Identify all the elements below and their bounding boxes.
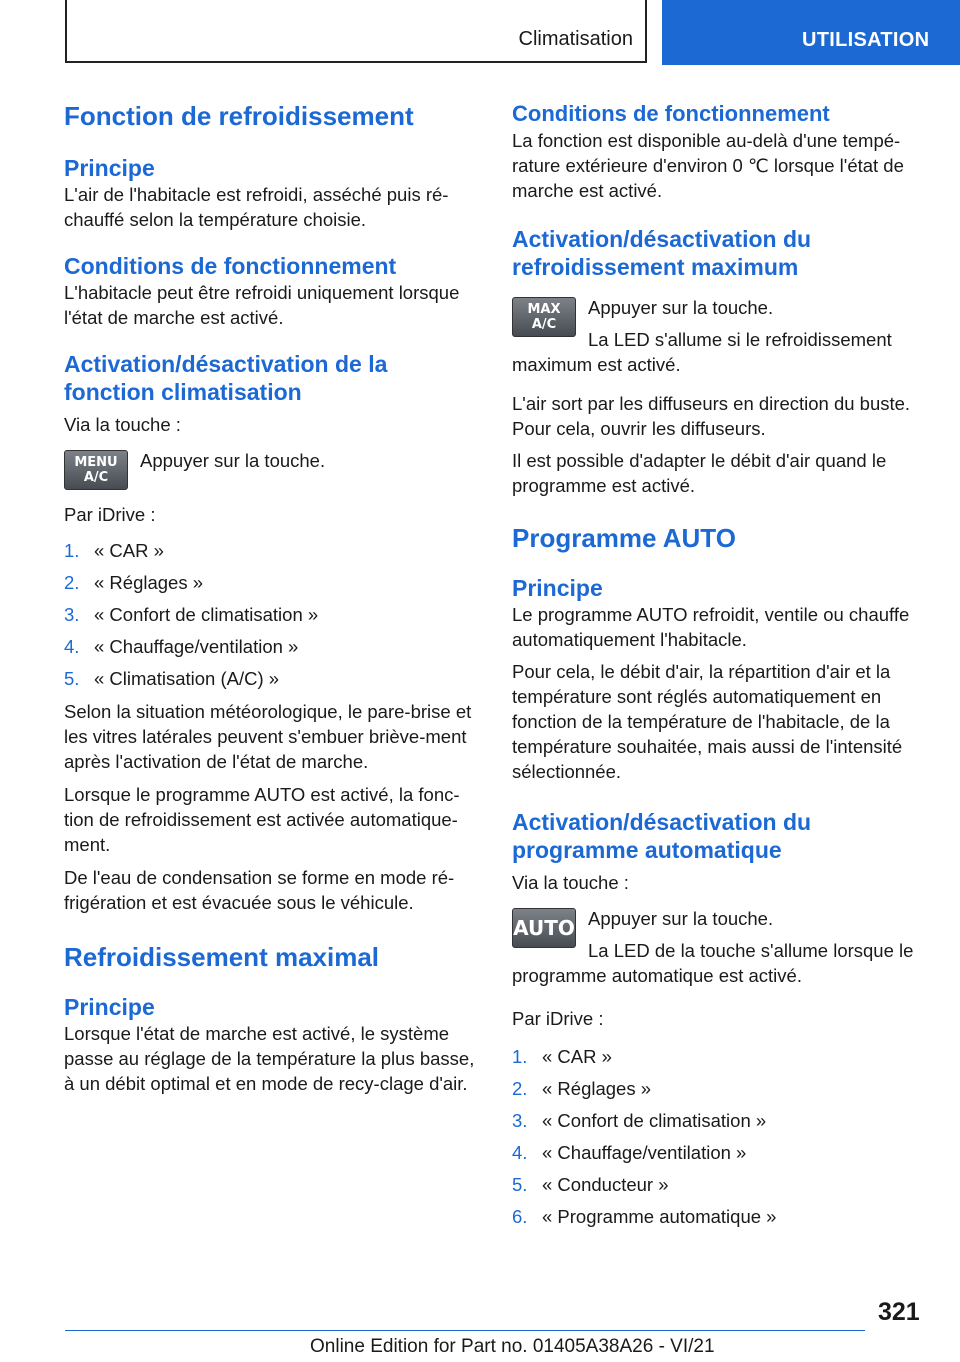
page-number: 321 — [878, 1298, 920, 1326]
list-item — [512, 1108, 930, 1133]
max-ac-line1: MAX — [527, 302, 561, 317]
auto-button-icon — [512, 908, 576, 948]
heading-activation-auto: Activation/désactivation du programme automatique — [512, 809, 812, 863]
button-instruction-max-ac — [512, 295, 930, 377]
led-auto-text: La LED de la touche s'allume lorsque le programme automatique est activé. — [512, 940, 914, 986]
paragraph-air-outlets: L'air sort par les diffuseurs en direction du buste. Pour cela, ouvrir les diffuseurs. — [512, 393, 911, 439]
paragraph-conditions: L'habitacle peut être refroidi uniquement lorsque l'état de marche est activé. — [64, 282, 460, 328]
paragraph-via-button: Via la touche : — [64, 414, 181, 435]
step-text: « CAR » — [542, 1046, 612, 1067]
heading-auto-program: Programme AUTO — [512, 523, 736, 553]
step-number: 2. — [64, 572, 80, 593]
list-item — [64, 602, 476, 627]
paragraph-condensation: De l'eau de condensation se forme en mode ré-frigération et est évacuée sous le véhicule. — [64, 867, 455, 913]
menu-ac-line2: A/C — [83, 470, 109, 485]
heading-activation-ac: Activation/désactivation de la fonction climatisation — [64, 351, 388, 405]
paragraph-principle: L'air de l'habitacle est refroidi, asséché puis ré-chauffé selon la température choisie. — [64, 184, 449, 230]
step-text: « Réglages » — [94, 572, 204, 593]
press-button-text: Appuyer sur la touche. — [588, 908, 774, 929]
paragraph-idrive-3: Par iDrive : — [512, 1008, 604, 1029]
heading-principle-2: Principe — [64, 994, 155, 1020]
step-number: 1. — [512, 1046, 528, 1067]
heading-principle-3: Principe — [512, 575, 603, 601]
step-text: « Chauffage/ventilation » — [542, 1142, 747, 1163]
paragraph-adjust-flow: Il est possible d'adapter le débit d'air quand le programme est activé. — [512, 450, 887, 496]
step-text: « Confort de climatisation » — [542, 1110, 767, 1131]
left-column — [64, 100, 476, 1096]
max-ac-line2: A/C — [531, 317, 557, 332]
step-number: 3. — [64, 604, 80, 625]
paragraph-principle-2: Lorsque l'état de marche est activé, le système passe au réglage de la température la plus basse, à un débit optimal et en mode de recy-clage d'air. — [64, 1023, 475, 1094]
step-text: « CAR » — [94, 540, 164, 561]
right-column — [512, 100, 930, 1229]
list-item — [64, 666, 476, 691]
list-item — [64, 538, 476, 563]
paragraph-conditions-2: La fonction est disponible au-delà d'une tempé-rature extérieure d'environ 0 ℃ lorsque l'état de marche est activé. — [512, 130, 904, 201]
press-button-text: Appuyer sur la touche. — [588, 297, 774, 318]
list-item — [512, 1204, 930, 1229]
step-number: 2. — [512, 1078, 528, 1099]
max-ac-button-icon — [512, 297, 576, 337]
idrive-steps-list-3 — [512, 1044, 930, 1229]
led-max-text: La LED s'allume si le refroidissement maximum est activé. — [512, 329, 892, 375]
idrive-steps-list — [64, 538, 476, 691]
heading-conditions: Conditions de fonctionnement — [64, 253, 397, 279]
paragraph-fogging: Selon la situation météorologique, le pare-brise et les vitres latérales peuvent s'embuer briève-ment après l'activation de l'état de marche. — [64, 701, 472, 772]
press-button-text: Appuyer sur la touche. — [140, 450, 326, 471]
list-item — [512, 1076, 930, 1101]
header-section-title: Climatisation — [518, 28, 633, 50]
step-text: « Climatisation (A/C) » — [94, 668, 280, 689]
paragraph-auto-program: Lorsque le programme AUTO est activé, la fonc-tion de refroidissement est activée automatique-ment. — [64, 784, 460, 855]
heading-activation-max: Activation/désactivation du refroidissement maximum — [512, 226, 812, 280]
list-item — [64, 570, 476, 595]
step-number: 4. — [64, 636, 80, 657]
list-item — [64, 634, 476, 659]
step-number: 3. — [512, 1110, 528, 1131]
footer-divider — [65, 1330, 865, 1331]
heading-max-cooling: Refroidissement maximal — [64, 942, 380, 972]
step-text: « Chauffage/ventilation » — [94, 636, 299, 657]
menu-ac-button-icon — [64, 450, 128, 490]
step-text: « Conducteur » — [542, 1174, 669, 1195]
step-text: « Confort de climatisation » — [94, 604, 319, 625]
paragraph-idrive: Par iDrive : — [64, 504, 156, 525]
list-item — [512, 1172, 930, 1197]
button-instruction-auto — [512, 906, 930, 988]
step-number: 6. — [512, 1206, 528, 1227]
header-section-box — [65, 0, 647, 63]
menu-ac-line1: MENU — [74, 455, 118, 470]
paragraph-via-button-3: Via la touche : — [512, 872, 629, 893]
auto-button-label: AUTO — [513, 915, 575, 940]
step-text: « Réglages » — [542, 1078, 652, 1099]
step-number: 5. — [64, 668, 80, 689]
step-number: 4. — [512, 1142, 528, 1163]
heading-cooling-function: Fonction de refroidissement — [64, 101, 414, 131]
heading-principle: Principe — [64, 155, 155, 181]
step-text: « Programme automatique » — [542, 1206, 777, 1227]
header-chapter-tab: UTILISATION — [662, 0, 960, 65]
step-number: 1. — [64, 540, 80, 561]
paragraph-principle-3b: Pour cela, le débit d'air, la répartition d'air et la température sont réglés automatiquement en fonction de la température de l'habitacle, de la température souhaitée, mais aussi de l'intensité sélectionnée. — [512, 661, 903, 782]
list-item — [512, 1044, 930, 1069]
page-header — [0, 0, 960, 66]
step-number: 5. — [512, 1174, 528, 1195]
button-instruction-menu-ac — [64, 448, 476, 494]
list-item — [512, 1140, 930, 1165]
edition-footer: Online Edition for Part no. 01405A38A26 - VI/21 — [310, 1336, 715, 1357]
heading-conditions-2: Conditions de fonctionnement — [512, 101, 830, 126]
paragraph-principle-3a: Le programme AUTO refroidit, ventile ou chauffe automatiquement l'habitacle. — [512, 604, 910, 650]
